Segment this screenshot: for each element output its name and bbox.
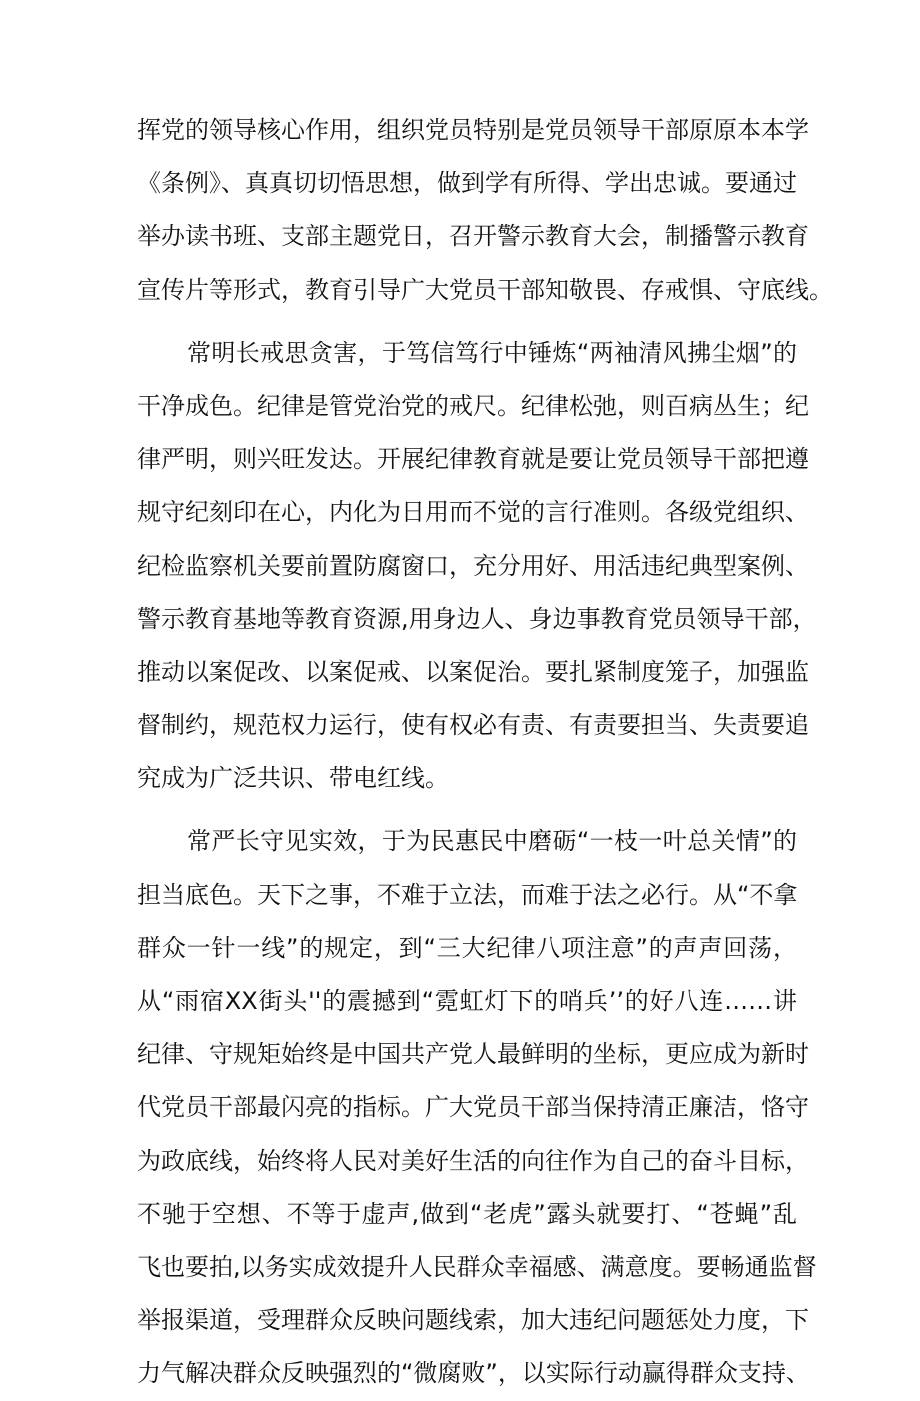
text-line: 律严明，则兴旺发达。开展纪律教育就是要让党员领导干部把遵 [137, 445, 809, 474]
paragraph-3 [137, 815, 817, 1400]
text-line: 举办读书班、支部主题党日，召开警示教育大会，制播警示教育 [137, 222, 809, 251]
text-line: 飞也要拍,以务实成效提升人民群众幸福感、满意度。要畅通监督 [137, 1252, 817, 1281]
document-page [137, 104, 833, 1401]
text-line: 督制约，规范权力运行，使有权必有责、有责要担当、失责要追 [137, 711, 809, 740]
paragraph-2 [137, 327, 817, 806]
text-line: 代党员干部最闪亮的指标。广大党员干部当保持清正廉洁，恪守 [137, 1093, 809, 1122]
text-line: 常严长守见实效，于为民惠民中磨砺“一枝一叶总关情”的 [187, 827, 797, 856]
text-line: 规守纪刻印在心，内化为日用而不觉的言行准则。各级党组织、 [137, 498, 809, 527]
text-line: 常明长戒思贪害，于笃信笃行中锤炼“两袖清风拂尘烟”的 [187, 338, 797, 367]
text-line: 究成为广泛共识、带电红线。 [137, 764, 449, 793]
text-line: 挥党的领导核心作用，组织党员特别是党员领导干部原原本本学 [137, 116, 809, 144]
text-line: 推动以案促改、以案促戒、以案促治。要扎紧制度笼子，加强监 [137, 657, 809, 686]
text-line: 举报渠道，受理群众反映问题线索，加大违纪问题惩处力度，下 [137, 1306, 809, 1335]
paragraph-gap [137, 317, 797, 327]
text-line: 《条例》、真真切切悟思想，做到学有所得、学出忠诚。要通过 [137, 169, 797, 198]
text-line: 纪检监察机关要前置防腐窗口，充分用好、用活违纪典型案例、 [137, 551, 809, 580]
text-line: 为政底线，始终将人民对美好生活的向往作为自己的奋斗目标， [137, 1146, 809, 1175]
text-line: 从“雨宿XX街头''的震撼到“霓虹灯下的哨兵’’的好八连……讲 [137, 987, 797, 1015]
paragraph-1 [137, 104, 833, 317]
paragraph-gap [137, 805, 797, 815]
text-line: 宣传片等形式，教育引导广大党员干部知敬畏、存戒惧、守底线。 [137, 275, 833, 304]
text-line: 不驰于空想、不等于虚声,做到“老虎”露头就要打、“苍蝇”乱 [137, 1199, 797, 1228]
text-line: 担当底色。天下之事，不难于立法，而难于法之必行。从“不拿 [137, 880, 798, 909]
text-line: 干净成色。纪律是管党治党的戒尺。纪律松弛，则百病丛生；纪 [137, 391, 809, 420]
text-line: 力气解决群众反映强烈的“微腐败”，以实际行动赢得群众支持、 [137, 1359, 810, 1388]
text-line: 纪律、守规矩始终是中国共产党人最鲜明的坐标，更应成为新时 [137, 1040, 809, 1069]
text-line: 警示教育基地等教育资源,用身边人、身边事教育党员领导干部， [137, 604, 817, 633]
text-line: 群众一针一线”的规定，到“三大纪律八项注意”的声声回荡， [137, 933, 797, 962]
